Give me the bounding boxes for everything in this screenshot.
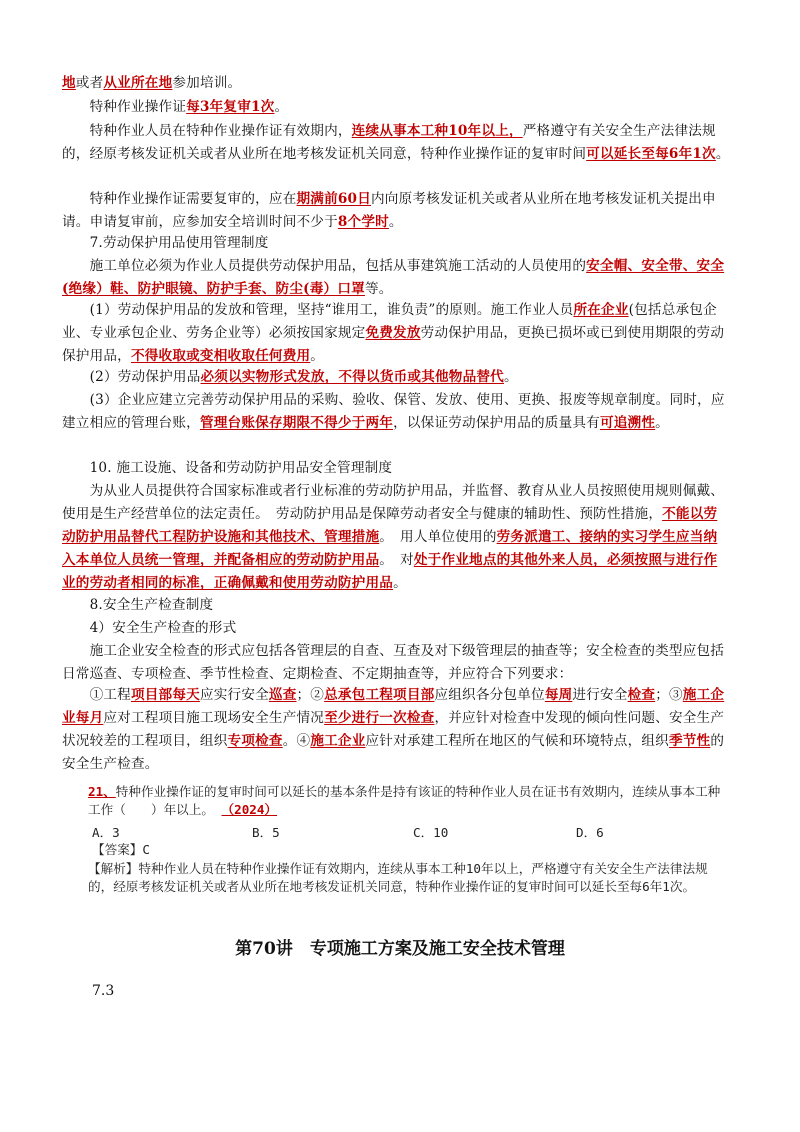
option-b: B．5	[252, 825, 280, 840]
analysis-text: 【解析】特种作业人员在特种作业操作证有效期内，连续从事本工种10年以上，严格遵守有关安全生产法律法规的，经原考核发证机关或者从业所在地考核发证机关同意，特种作业操作证的复审时间可以延长至每6年1次。	[88, 861, 708, 894]
paragraph-inspection-types: 施工企业安全检查的形式应包括各管理层的自查、互查及对下级管理层的抽查等；安全检查的类型应包括日常巡查、专项检查、季节性检查、定期检查、不定期抽查等，并应符合下列要求：	[62, 643, 725, 682]
question-stem: 21、特种作业操作证的复审时间可以延长的基本条件是持有该证的特种作业人员在证书有效期内，连续从事本工种工作（ ）年以上。 （2024）	[88, 784, 721, 817]
option-c: C．10	[413, 825, 449, 840]
paragraph-distribution-management: (1）劳动保护用品的发放和管理，坚持“谁用工，谁负责”的原则。施工作业人员所在企业(包括总承包企业、专业承包企业、劳务企业等）必须按国家规定免费发放劳动保护用品，更换已损坏或已到使用期限的劳动保护用品，不得收取或变相收取任何费用。	[62, 302, 725, 364]
subheading-protective-equipment: 7.劳动保护用品使用管理制度	[62, 235, 269, 251]
paragraph-training-location: 地或者从业所在地参加培训。	[62, 75, 242, 91]
paragraph-ledger-rules: (3）企业应建立完善劳动保护用品的采购、验收、保管、发放、使用、更换、报废等规章制度。同时，应建立相应的管理台账，管理台账保存期限不得少于两年，以保证劳动保护用品的质量具有可追溯性。	[62, 392, 725, 431]
paragraph-protective-items: 施工单位必须为作业人员提供劳动保护用品，包括从事建筑施工活动的人员使用的安全帽、安全带、安全(绝缘）鞋、防护眼镜、防护手套、防尘(毒）口罩等。	[62, 258, 725, 297]
lecture-heading: 第70讲 专项施工方案及施工安全技术管理	[235, 939, 565, 959]
question-year: （2024）	[221, 801, 278, 817]
paragraph-review-extension: 特种作业人员在特种作业操作证有效期内，连续从事本工种10年以上，严格遵守有关安全生产法律法规的，经原考核发证机关或者从业所在地考核发证机关同意，特种作业操作证的复审时间可以延长至每6年1次。	[62, 123, 730, 162]
paragraph-inspection-requirements: ①工程项目部每天应实行安全巡查；②总承包工程项目部应组织各分包单位每周进行安全检查；③施工企业每月应对工程项目施工现场安全生产情况至少进行一次检查，并应针对检查中发现的倾向性问题、安全生产状况较差的工程项目，组织专项检查。④施工企业应针对承建工程所在地区的气候和环境特点，组织季节性的安全生产检查。	[62, 687, 725, 772]
subheading-safety-inspection: 8.安全生产检查制度	[62, 597, 214, 613]
paragraph-employer-responsibility: 为从业人员提供符合国家标准或者行业标准的劳动防护用品，并监督、教育从业人员按照使用规则佩戴、使用是生产经营单位的法定责任。 劳动防护用品是保障劳动者安全与健康的辅助性、预防性措施，不能以劳动防护用品替代工程防护设施和其他技术、管理措施。 用人单位使用的劳务派遣工、接纳的实习学生应当纳入本单位人员统一管理，并配备相应的劳动防护用品。 对处于作业地点的其他外来人员，必须按照与进行作业的劳动者相同的标准，正确佩戴和使用劳动防护用品。	[62, 483, 725, 591]
answer-line: 【答案】C	[92, 842, 150, 857]
section-number: 7.3	[92, 983, 115, 999]
paragraph-in-kind-distribution: (2）劳动保护用品必须以实物形式发放，不得以货币或其他物品替代。	[62, 369, 518, 385]
subheading-facilities-management: 10. 施工设施、设备和劳动防护用品安全管理制度	[62, 460, 393, 476]
option-a: A．3	[92, 825, 120, 840]
paragraph-review-interval: 特种作业操作证每3年复审1次。	[62, 99, 289, 115]
subheading-inspection-forms: 4）安全生产检查的形式	[62, 620, 237, 636]
paragraph-review-application: 特种作业操作证需要复审的，应在期满前60日内向原考核发证机关或者从业所在地考核发证机关提出申请。申请复审前，应参加安全培训时间不少于8个学时。	[62, 191, 716, 230]
option-d: D．6	[576, 825, 604, 840]
